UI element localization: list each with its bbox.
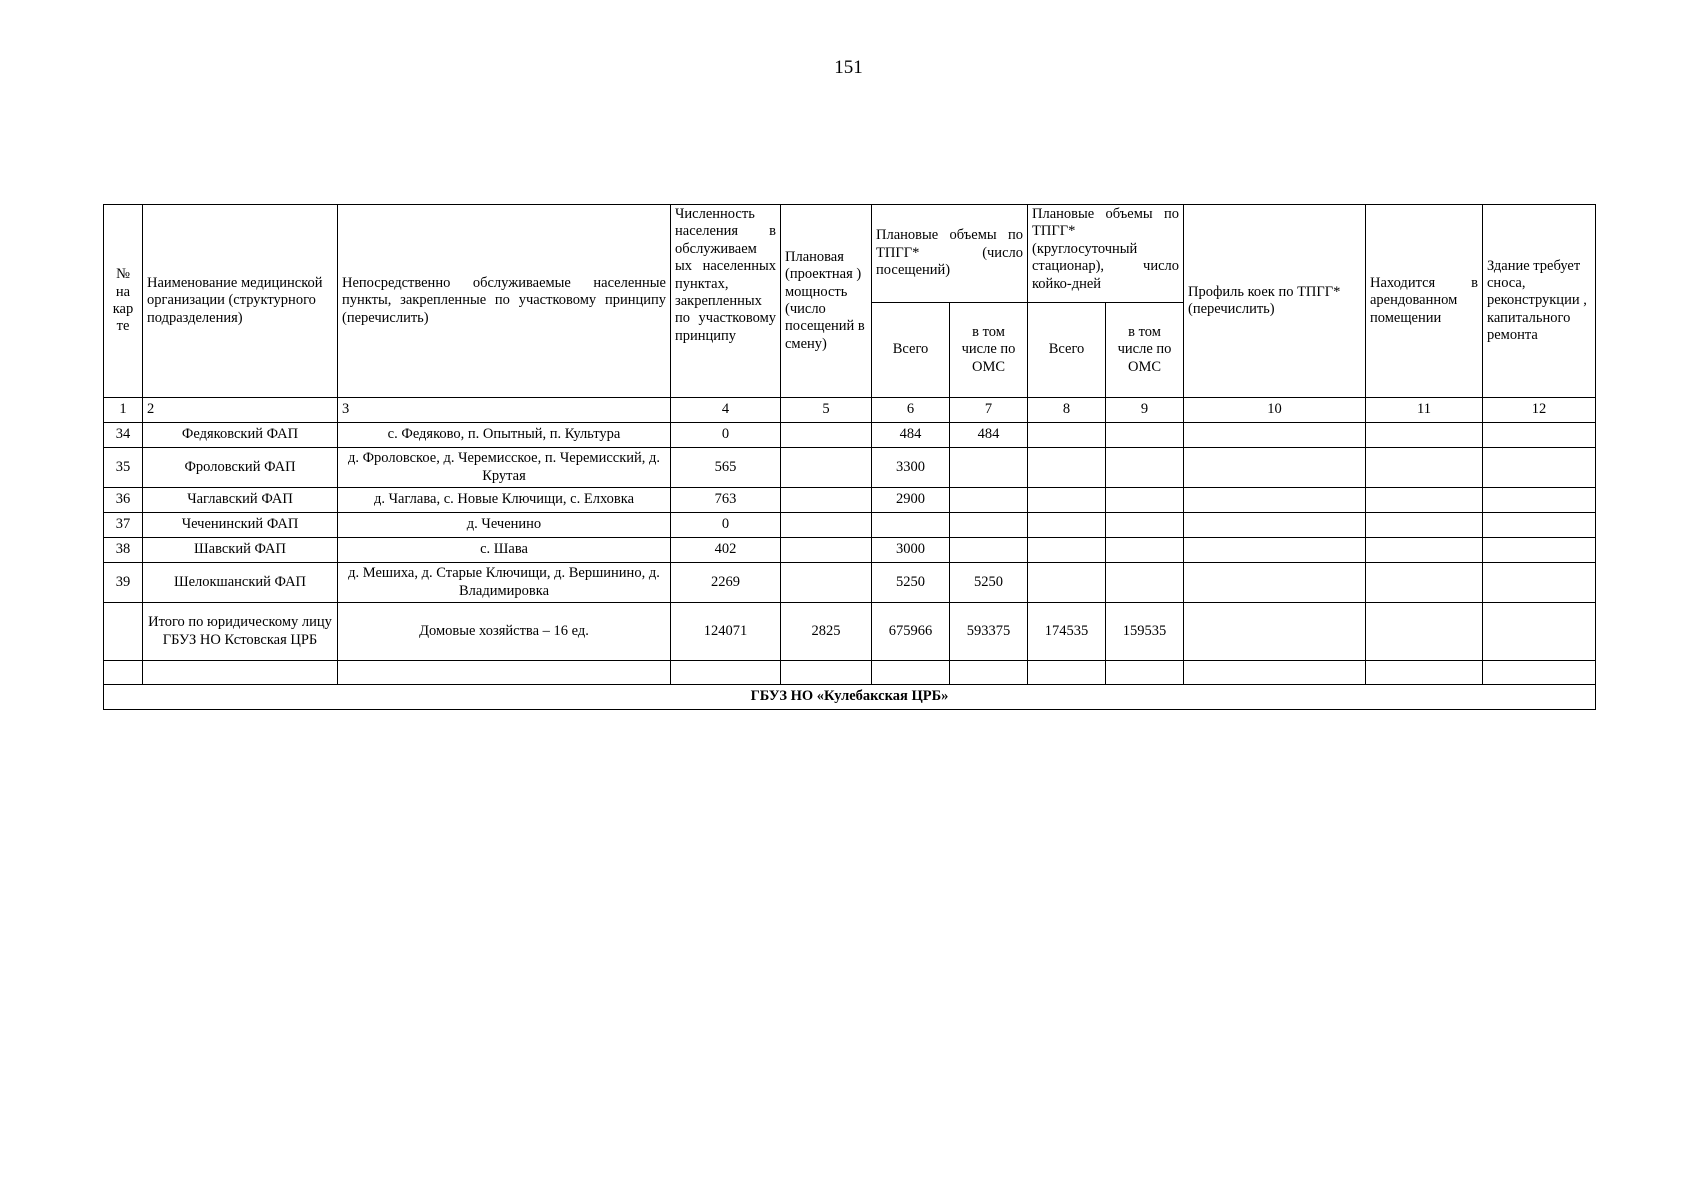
section-header-row <box>104 685 1596 710</box>
row-organization-name: Чеченинский ФАП <box>143 513 338 538</box>
row-rented <box>1366 538 1483 563</box>
row-organization-name: Шелокшанский ФАП <box>143 563 338 603</box>
empty-cell <box>104 661 143 685</box>
row-beddays-oms <box>1106 448 1184 488</box>
row-visits-total <box>872 513 950 538</box>
empty-cell <box>1366 661 1483 685</box>
header-visits-oms: в том числе по ОМС <box>950 303 1028 398</box>
row-visits-total: 484 <box>872 423 950 448</box>
total-population: 124071 <box>671 603 781 661</box>
facilities-table <box>103 204 1596 710</box>
header-population: Численность населения в обслуживаем ых населенных пунктах, закрепленных по участковому принципу <box>671 205 781 398</box>
row-repair <box>1483 423 1596 448</box>
row-beddays-oms <box>1106 513 1184 538</box>
empty-cell <box>1106 661 1184 685</box>
column-number: 6 <box>872 398 950 423</box>
table-row <box>104 513 1596 538</box>
row-map-number: 36 <box>104 488 143 513</box>
row-rented <box>1366 488 1483 513</box>
row-capacity <box>781 513 872 538</box>
header-building-repair: Здание требует сноса, реконструкции , капитального ремонта <box>1483 205 1596 398</box>
row-visits-total: 2900 <box>872 488 950 513</box>
row-settlements: д. Чеченино <box>338 513 671 538</box>
row-visits-total: 3000 <box>872 538 950 563</box>
column-number: 4 <box>671 398 781 423</box>
row-repair <box>1483 538 1596 563</box>
row-visits-oms <box>950 513 1028 538</box>
empty-cell <box>781 661 872 685</box>
section-title: ГБУЗ НО «Кулебакская ЦРБ» <box>104 685 1596 710</box>
column-number: 8 <box>1028 398 1106 423</box>
row-capacity <box>781 538 872 563</box>
column-number: 7 <box>950 398 1028 423</box>
row-visits-oms <box>950 448 1028 488</box>
row-map-number: 39 <box>104 563 143 603</box>
row-map-number: 37 <box>104 513 143 538</box>
table-row <box>104 488 1596 513</box>
empty-cell <box>1483 661 1596 685</box>
row-bed-profile <box>1184 563 1366 603</box>
row-map-number: 38 <box>104 538 143 563</box>
row-organization-name: Фроловский ФАП <box>143 448 338 488</box>
header-beddays-oms: в том числе по ОМС <box>1106 303 1184 398</box>
row-capacity <box>781 563 872 603</box>
row-rented <box>1366 513 1483 538</box>
total-beddays-total: 174535 <box>1028 603 1106 661</box>
row-beddays-oms <box>1106 563 1184 603</box>
row-bed-profile <box>1184 488 1366 513</box>
column-numbers-row <box>104 398 1596 423</box>
total-visits-total: 675966 <box>872 603 950 661</box>
row-map-number: 34 <box>104 423 143 448</box>
table-row <box>104 538 1596 563</box>
total-bed-profile <box>1184 603 1366 661</box>
total-row <box>104 603 1596 661</box>
row-settlements: д. Фроловское, д. Черемисское, п. Черемисский, д. Крутая <box>338 448 671 488</box>
row-visits-total: 3300 <box>872 448 950 488</box>
empty-cell <box>143 661 338 685</box>
row-population: 0 <box>671 423 781 448</box>
total-beddays-oms: 159535 <box>1106 603 1184 661</box>
row-bed-profile <box>1184 448 1366 488</box>
row-repair <box>1483 563 1596 603</box>
row-settlements: д. Мешиха, д. Старые Ключищи, д. Вершинино, д. Владимировка <box>338 563 671 603</box>
row-beddays-total <box>1028 563 1106 603</box>
row-organization-name: Шавский ФАП <box>143 538 338 563</box>
column-number: 9 <box>1106 398 1184 423</box>
row-settlements: с. Федяково, п. Опытный, п. Культура <box>338 423 671 448</box>
total-settlements: Домовые хозяйства – 16 ед. <box>338 603 671 661</box>
table-row <box>104 563 1596 603</box>
row-beddays-total <box>1028 538 1106 563</box>
empty-cell <box>872 661 950 685</box>
row-map-number: 35 <box>104 448 143 488</box>
header-organization-name: Наименование медицинской организации (структурного подразделения) <box>143 205 338 398</box>
row-visits-oms: 5250 <box>950 563 1028 603</box>
row-rented <box>1366 423 1483 448</box>
header-bed-profile: Профиль коек по ТПГГ* (перечислить) <box>1184 205 1366 398</box>
row-repair <box>1483 513 1596 538</box>
total-repair <box>1483 603 1596 661</box>
header-planned-beddays-group: Плановые объемы по ТПГГ* (круглосуточный стационар), число койко-дней <box>1028 205 1184 303</box>
column-number: 3 <box>338 398 671 423</box>
total-visits-oms: 593375 <box>950 603 1028 661</box>
empty-row <box>104 661 1596 685</box>
header-served-settlements: Непосредственно обслуживаемые населенные пункты, закрепленные по участковому принципу (перечислить) <box>338 205 671 398</box>
header-row-1 <box>104 205 1596 303</box>
header-visits-total: Всего <box>872 303 950 398</box>
row-visits-total: 5250 <box>872 563 950 603</box>
row-visits-oms: 484 <box>950 423 1028 448</box>
total-rented <box>1366 603 1483 661</box>
table-row <box>104 448 1596 488</box>
column-number: 2 <box>143 398 338 423</box>
row-bed-profile <box>1184 423 1366 448</box>
empty-cell <box>1028 661 1106 685</box>
row-beddays-total <box>1028 488 1106 513</box>
row-repair <box>1483 448 1596 488</box>
total-capacity: 2825 <box>781 603 872 661</box>
header-rented-premises: Находится в арендованном помещении <box>1366 205 1483 398</box>
header-beddays-total: Всего <box>1028 303 1106 398</box>
row-capacity <box>781 423 872 448</box>
row-beddays-total <box>1028 513 1106 538</box>
empty-cell <box>338 661 671 685</box>
row-population: 763 <box>671 488 781 513</box>
row-rented <box>1366 448 1483 488</box>
header-planned-visits-group: Плановые объемы по ТПГГ* (число посещений) <box>872 205 1028 303</box>
row-capacity <box>781 448 872 488</box>
row-repair <box>1483 488 1596 513</box>
row-beddays-total <box>1028 423 1106 448</box>
total-organization-name: Итого по юридическому лицу ГБУЗ НО Кстовская ЦРБ <box>143 603 338 661</box>
header-map-number: № на кар те <box>104 205 143 398</box>
column-number: 5 <box>781 398 872 423</box>
row-beddays-oms <box>1106 488 1184 513</box>
page-number: 151 <box>834 57 863 78</box>
header-planned-capacity: Плановая (проектная ) мощность (число посещений в смену) <box>781 205 872 398</box>
row-organization-name: Федяковский ФАП <box>143 423 338 448</box>
row-settlements: д. Чаглава, с. Новые Ключищи, с. Елховка <box>338 488 671 513</box>
row-bed-profile <box>1184 513 1366 538</box>
row-capacity <box>781 488 872 513</box>
column-number: 10 <box>1184 398 1366 423</box>
column-number: 11 <box>1366 398 1483 423</box>
row-beddays-total <box>1028 448 1106 488</box>
column-number: 1 <box>104 398 143 423</box>
row-population: 565 <box>671 448 781 488</box>
row-settlements: с. Шава <box>338 538 671 563</box>
row-beddays-oms <box>1106 538 1184 563</box>
row-bed-profile <box>1184 538 1366 563</box>
total-map-number <box>104 603 143 661</box>
row-organization-name: Чаглавский ФАП <box>143 488 338 513</box>
row-population: 0 <box>671 513 781 538</box>
row-beddays-oms <box>1106 423 1184 448</box>
empty-cell <box>950 661 1028 685</box>
table-row <box>104 423 1596 448</box>
row-population: 2269 <box>671 563 781 603</box>
row-visits-oms <box>950 538 1028 563</box>
row-rented <box>1366 563 1483 603</box>
empty-cell <box>1184 661 1366 685</box>
row-population: 402 <box>671 538 781 563</box>
column-number: 12 <box>1483 398 1596 423</box>
empty-cell <box>671 661 781 685</box>
row-visits-oms <box>950 488 1028 513</box>
